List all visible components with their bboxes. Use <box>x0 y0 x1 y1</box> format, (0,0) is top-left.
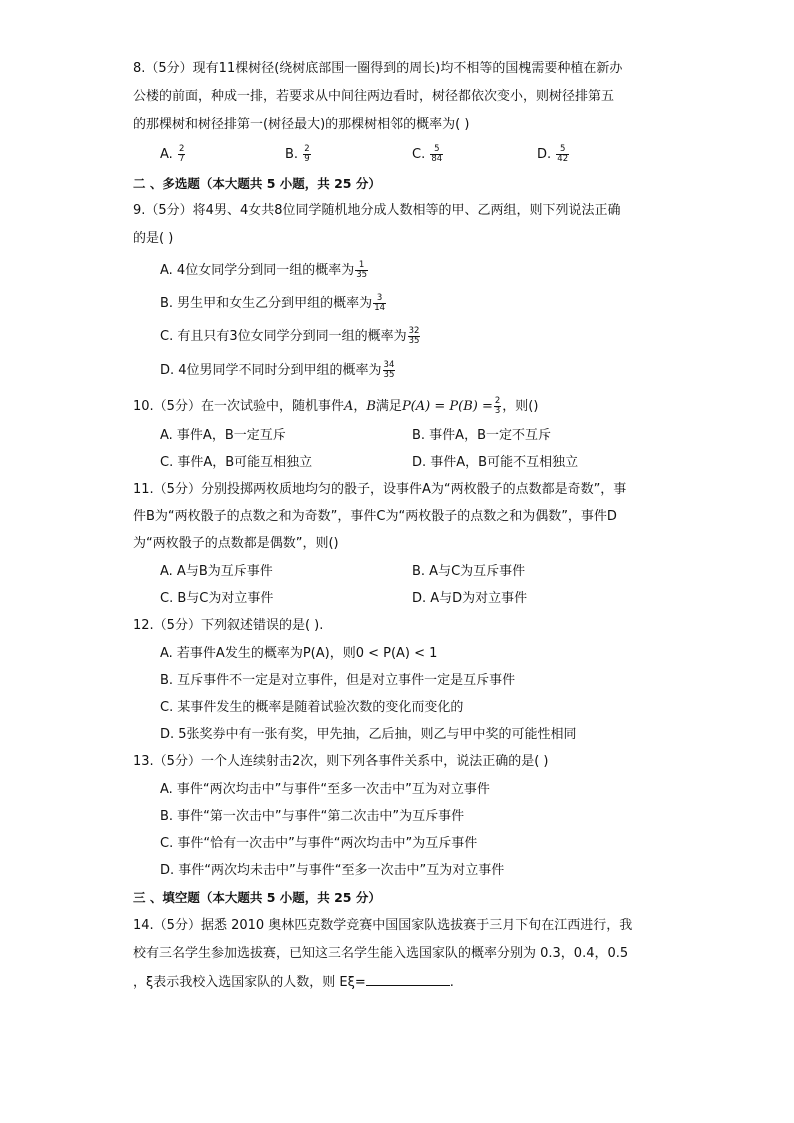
section-heading-fill-in: 三 、填空题（本大题共 5 小题，共 25 分） <box>133 890 381 905</box>
q10-option-d: D. 事件A，B可能不互相独立 <box>412 455 579 470</box>
fraction: $\frac{5}{84}$ <box>431 144 443 164</box>
q8-option-a: A. $\frac{2}{7}$ <box>160 144 185 164</box>
q11-option-b: B. A与C为互斥事件 <box>412 564 526 579</box>
fraction: $\frac{34}{35}$ <box>383 360 395 380</box>
q12-option-a: A. 若事件A发生的概率为P(A)，则0 < P(A) < 1 <box>160 646 438 661</box>
q13-option-a: A. 事件“两次均击中”与事件“至多一次击中”互为对立事件 <box>160 782 490 797</box>
q9-option-d: D. 4位男同学不同时分到甲组的概率为 $\frac{34}{35}$ <box>160 360 395 380</box>
fraction: $\frac{2}{9}$ <box>304 144 310 164</box>
q11-option-d: D. A与D为对立事件 <box>412 591 528 606</box>
q12-option-d: D. 5张奖券中有一张有奖，甲先抽，乙后抽，则乙与甲中奖的可能性相同 <box>160 727 577 742</box>
q8-option-c: C. $\frac{5}{84}$ <box>412 144 443 164</box>
fraction: $\frac{2}{7}$ <box>178 144 185 164</box>
q10-option-c: C. 事件A，B可能互相独立 <box>160 455 313 470</box>
q10-option-a: A. 事件A，B一定互斥 <box>160 428 286 443</box>
answer-blank[interactable] <box>366 971 450 986</box>
q10-stem: 10.（5分）在一次试验中，随机事件A，B满足P(A) = P(B) = $\frac{2}{3}$ ，则() <box>133 396 539 416</box>
q10-option-b: B. 事件A，B一定不互斥 <box>412 428 551 443</box>
fraction: $\frac{3}{14}$ <box>374 293 386 313</box>
q13-option-c: C. 事件“恰有一次击中”与事件“两次均击中”为互斥事件 <box>160 836 478 851</box>
q12-stem: 12.（5分）下列叙述错误的是( ). <box>133 618 324 633</box>
q9-option-b: B. 男生甲和女生乙分到甲组的概率为 $\frac{3}{14}$ <box>160 293 386 313</box>
q9-option-c: C. 有且只有3位女同学分到同一组的概率为 $\frac{32}{35}$ <box>160 326 420 346</box>
q8-line-2: 公楼的前面，种成一排，若要求从中间往两边看时，树径都依次变小，则树径排第五 <box>133 89 615 104</box>
fraction: $\frac{5}{42}$ <box>557 144 569 164</box>
q12-option-c: C. 某事件发生的概率是随着试验次数的变化而变化的 <box>160 700 464 715</box>
q13-option-d: D. 事件“两次均未击中”与事件“至多一次击中”互为对立事件 <box>160 863 505 878</box>
q9-line-1: 9.（5分）将4男、4女共8位同学随机地分成人数相等的甲、乙两组，则下列说法正确 <box>133 203 621 218</box>
q8-option-d: D. $\frac{5}{42}$ <box>537 144 569 164</box>
q8-option-b: B. $\frac{2}{9}$ <box>285 144 310 164</box>
q11-line-2: 件B为“两枚骰子的点数之和为奇数”，事件C为“两枚骰子的点数之和为偶数”，事件D <box>133 509 617 524</box>
q14-line-3: ，ξ表示我校入选国家队的人数，则 Eξ= . <box>133 971 454 994</box>
q11-line-1: 11.（5分）分别投掷两枚质地均匀的骰子，设事件A为“两枚骰子的点数都是奇数”，事 <box>133 482 627 497</box>
fraction: $\frac{2}{3}$ <box>494 396 501 416</box>
q14-line-2: 校有三名学生参加选拔赛，已知这三名学生能入选国家队的概率分别为 0.3，0.4，0.5 <box>133 946 629 961</box>
q14-line-1: 14.（5分）据悉 2010 奥林匹克数学竞赛中国国家队选拔赛于三月下旬在江西进行，我 <box>133 918 633 933</box>
q9-option-a: A. 4位女同学分到同一组的概率为 $\frac{1}{35}$ <box>160 260 368 280</box>
q11-option-c: C. B与C为对立事件 <box>160 591 274 606</box>
fraction: $\frac{1}{35}$ <box>356 260 368 280</box>
q8-line-1: 8.（5分）现有11棵树径(绕树底部围一圈得到的周长)均不相等的国槐需要种植在新办 <box>133 61 623 76</box>
section-heading-multiple-choice: 二 、多选题（本大题共 5 小题，共 25 分） <box>133 176 381 191</box>
q11-option-a: A. A与B为互斥事件 <box>160 564 273 579</box>
q13-option-b: B. 事件“第一次击中”与事件“第二次击中”为互斥事件 <box>160 809 465 824</box>
q11-line-3: 为“两枚骰子的点数都是偶数”，则() <box>133 536 339 551</box>
q8-line-3: 的那棵树和树径排第一(树径最大)的那棵树相邻的概率为( ) <box>133 117 470 132</box>
q13-stem: 13.（5分）一个人连续射击2次，则下列各事件关系中，说法正确的是( ) <box>133 754 549 769</box>
q12-option-b: B. 互斥事件不一定是对立事件，但是对立事件一定是互斥事件 <box>160 673 516 688</box>
q9-line-2: 的是( ) <box>133 231 174 246</box>
fraction: $\frac{32}{35}$ <box>408 326 420 346</box>
